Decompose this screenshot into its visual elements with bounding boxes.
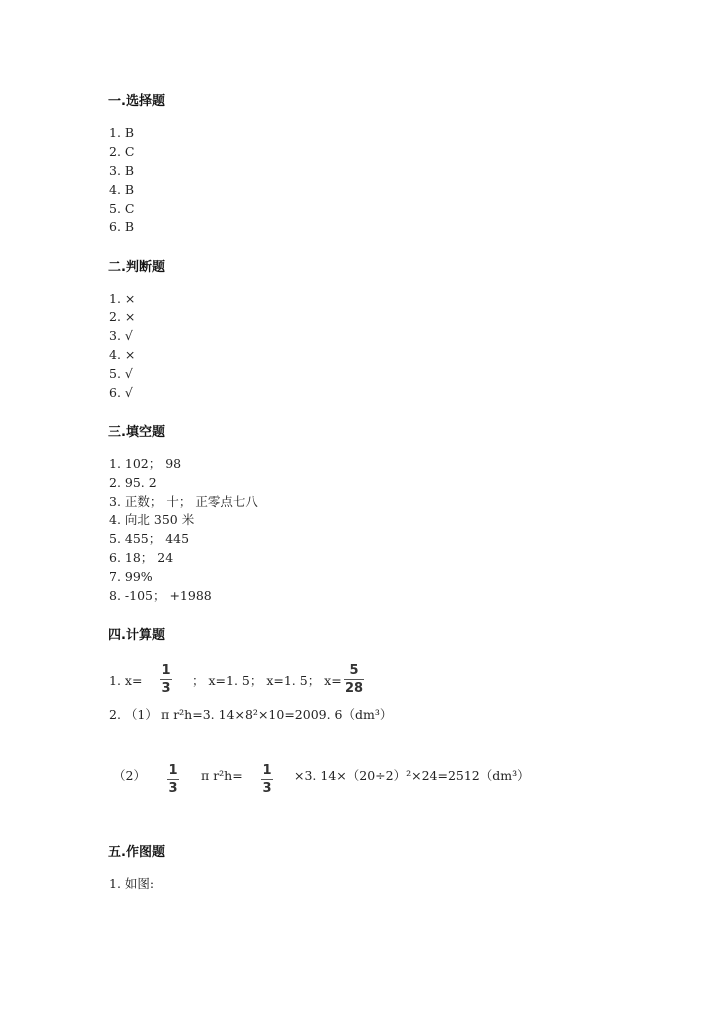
fraction-five-twenty-eighths xyxy=(343,664,365,696)
calc-q2-part2-end: ×3. 14×（20÷2）²×24=2512（dm³） xyxy=(294,768,530,783)
fraction-numerator: 1 xyxy=(168,763,178,778)
answer-item: 4. × xyxy=(109,347,136,362)
answer-item: 6. √ xyxy=(109,385,133,400)
answer-item: 2. 95. 2 xyxy=(109,475,157,490)
answer-item: 6. 18； 24 xyxy=(109,550,174,565)
fraction-one-third xyxy=(260,764,274,796)
answer-item: 2. C xyxy=(109,144,135,159)
answer-item: 5. √ xyxy=(109,366,133,381)
answer-item: 3. √ xyxy=(109,328,133,343)
fraction-bar xyxy=(167,779,179,780)
fraction-numerator: 5 xyxy=(349,663,359,678)
answer-item: 4. B xyxy=(109,182,135,197)
answer-item: 1. × xyxy=(109,291,136,306)
answer-item: 4. 向北 350 米 xyxy=(109,512,195,527)
answer-item: 6. B xyxy=(109,219,135,234)
fraction-denominator: 3 xyxy=(262,781,272,796)
answer-item: 5. C xyxy=(109,201,135,216)
fraction-denominator: 3 xyxy=(161,681,171,696)
answer-item: 5. 455； 445 xyxy=(109,531,190,546)
section-title-fill-in: 三.填空题 xyxy=(108,425,165,440)
answer-item: 2. × xyxy=(109,309,136,324)
fraction-one-third xyxy=(166,764,180,796)
calc-q2-part1-label: 2. （1） xyxy=(109,707,158,722)
answer-item: 1. 102； 98 xyxy=(109,456,182,471)
fraction-bar xyxy=(160,679,172,680)
fraction-numerator: 1 xyxy=(262,763,272,778)
answer-item: 3. B xyxy=(109,163,135,178)
answer-item: 7. 99% xyxy=(109,569,153,584)
fraction-one-third xyxy=(159,664,173,696)
calc-q2-part2-middle: π r²h= xyxy=(201,768,243,783)
calc-q1-prefix: 1. x= xyxy=(109,673,143,688)
answer-item: 8. -105； +1988 xyxy=(109,588,212,603)
answer-item: 1. B xyxy=(109,125,135,140)
calc-q2-part1-expression: π r²h=3. 14×8²×10=2009. 6（dm³） xyxy=(161,707,393,722)
section-title-true-false: 二.判断题 xyxy=(108,260,165,275)
section-title-calculation: 四.计算题 xyxy=(108,628,165,643)
fraction-denominator: 3 xyxy=(168,781,178,796)
fraction-bar xyxy=(344,679,364,680)
fraction-bar xyxy=(261,779,273,780)
fraction-numerator: 1 xyxy=(161,663,171,678)
answer-item: 3. 正数； 十； 正零点七八 xyxy=(109,494,258,509)
section-title-multiple-choice: 一.选择题 xyxy=(108,94,165,109)
answer-item: 1. 如图: xyxy=(109,876,155,891)
calc-q1-middle: ； x=1. 5； x=1. 5； x= xyxy=(192,673,342,688)
section-title-drawing: 五.作图题 xyxy=(108,845,165,860)
fraction-denominator: 28 xyxy=(344,681,364,696)
calc-q2-part2-label: （2） xyxy=(113,768,146,783)
